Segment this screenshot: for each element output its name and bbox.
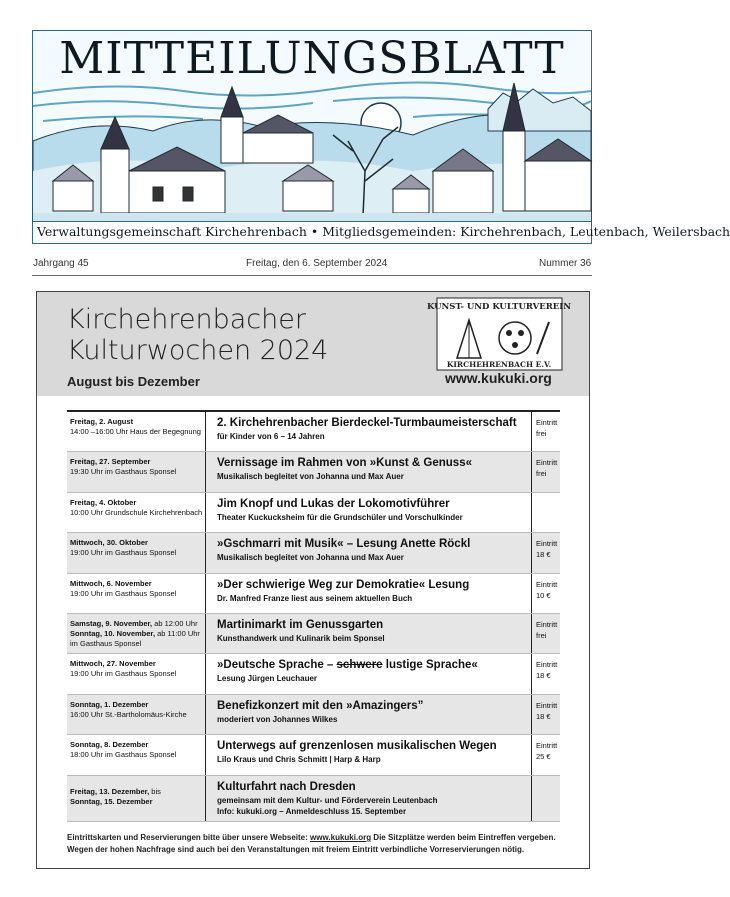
culture-url[interactable]: www.kukuki.org	[445, 370, 552, 386]
table-row: Freitag, 4. Oktober 10:00 Uhr Grundschule Kirchehrenbach Jim Knopf und Lukas der Lokomotivführer Theater Kuckucksheim für die Grundschüler und Vorschulkinder	[67, 493, 560, 533]
issue-volume: Jahrgang 45	[33, 258, 89, 269]
table-row: Mittwoch, 27. November 19:00 Uhr im Gasthaus Sponsel »Deutsche Sprache – schwere lustige Sprache« Lesung Jürgen Leuchauer Eintritt 18 €	[67, 654, 560, 694]
masthead-title: MITTEILUNGSBLATT	[59, 33, 565, 84]
culture-header	[37, 292, 589, 396]
event-title: Martinimarkt im Genussgarten	[217, 618, 384, 631]
event-title: »Deutsche Sprache – schwere lustige Sprache«	[217, 659, 478, 672]
event-title: Kulturfahrt nach Dresden	[217, 780, 356, 793]
culture-title: Kirchehrenbacher Kulturwochen 2024	[67, 304, 329, 366]
logo-text-top: KUNST- UND KULTURVEREIN	[427, 302, 571, 312]
events-table	[67, 410, 560, 822]
culture-period: August bis Dezember	[67, 374, 200, 389]
event-title: »Gschmarri mit Musik« – Lesung Anette Röckl	[217, 538, 471, 551]
table-row: Freitag, 2. August 14:00 –16:00 Uhr Haus der Begegnung 2. Kirchehrenbacher Bierdeckel-Turmbaumeisterschaft für Kinder von 6 – 14 Jahren Eintritt frei	[67, 412, 560, 452]
table-row: Sonntag, 8. Dezember 18:00 Uhr im Gasthaus Sponsel Unterwegs auf grenzenlosen musikalischen Wegen Lilo Kraus und Chris Schmitt | Harp & Harp Eintritt 25 €	[67, 735, 560, 775]
issue-line	[32, 258, 592, 272]
event-title: Unterwegs auf grenzenlosen musikalischen Wegen	[217, 740, 497, 753]
reservation-note: Eintrittskarten und Reservierungen bitte über unsere Webseite: www.kukuki.org Die Sitzplätze werden beim Eintreffen vergeben. Wegen der hohen Nachfrage sind auch bei den Veranstaltungen mit freiem Eintritt verbindliche Vorreservierungen nötig.	[67, 833, 556, 854]
event-title: Vernissage im Rahmen von »Kunst & Genuss«	[217, 457, 472, 470]
issue-number: Nummer 36	[539, 258, 592, 269]
table-row: Samstag, 9. November, ab 12:00 Uhr Sonntag, 10. November, ab 11:00 Uhr im Gasthaus Sponsel Martinimarkt im Genussgarten Kunsthandwerk und Kulinarik beim Sponsel Eintritt frei	[67, 614, 560, 654]
masthead-subtitle: Verwaltungsgemeinschaft Kirchehrenbach • Mitgliedsgemeinden: Kirchehrenbach, Leutenbach, Weilersbach	[33, 221, 591, 243]
event-title: 2. Kirchehrenbacher Bierdeckel-Turmbaumeisterschaft	[217, 417, 517, 429]
event-title: Jim Knopf und Lukas der Lokomotivführer	[217, 497, 450, 510]
table-row: Mittwoch, 30. Oktober 19:00 Uhr im Gasthaus Sponsel »Gschmarri mit Musik« – Lesung Anette Röckl Musikalisch begleitet von Johanna und Max Auer Eintritt 18 €	[67, 533, 560, 573]
logo-text-bottom: KIRCHEHRENBACH E.V.	[446, 360, 552, 369]
event-title: »Der schwierige Weg zur Demokratie« Lesung	[217, 578, 470, 591]
table-row: Mittwoch, 6. November 19:00 Uhr im Gasthaus Sponsel »Der schwierige Weg zur Demokratie« Lesung Dr. Manfred Franze liest aus seinem aktuellen Buch Eintritt 10 €	[67, 574, 560, 614]
table-row: Freitag, 27. September 19:30 Uhr im Gasthaus Sponsel Vernissage im Rahmen von »Kunst & Genuss« Musikalisch begleitet von Johanna und Max Auer Eintritt frei	[67, 452, 560, 492]
event-title: Benefizkonzert mit den »Amazingers”	[217, 699, 424, 712]
culture-box	[36, 291, 590, 869]
kukuki-logo	[427, 298, 571, 370]
table-row: Freitag, 13. Dezember, bis Sonntag, 15. Dezember Kulturfahrt nach Dresden gemeinsam mit dem Kultur- und Förderverein Leutenbach Info: kukuki.org – Anmeldeschluss 15. September	[67, 776, 560, 822]
table-row: Sonntag, 1. Dezember 16:00 Uhr St.-Bartholomäus-Kirche Benefizkonzert mit den »Amazingers” moderiert von Johannes Wilkes Eintritt 18 €	[67, 695, 560, 735]
issue-date: Freitag, den 6. September 2024	[246, 258, 388, 269]
divider	[32, 275, 592, 276]
masthead	[32, 30, 730, 244]
website-link[interactable]: www.kukuki.org	[310, 833, 372, 842]
